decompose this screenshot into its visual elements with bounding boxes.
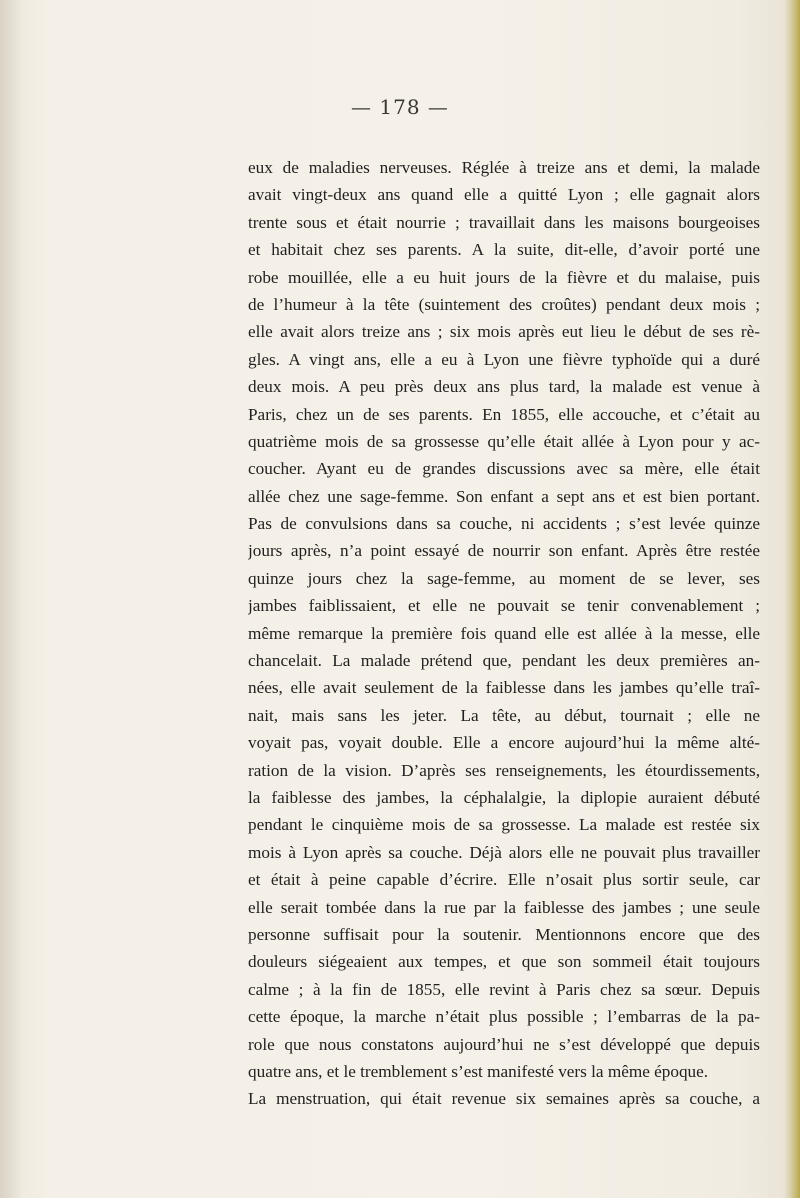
text-line: allée chez une sage-femme. Son enfant a sept ans et est bien portant. <box>248 486 760 506</box>
page-edge-discoloration <box>784 0 800 1198</box>
text-line: douleurs siégeaient aux tempes, et que son sommeil était toujours <box>248 952 760 972</box>
text-line: pendant le cinquième mois de sa grossesse. La malade est restée six <box>248 815 760 835</box>
text-line: Paris, chez un de ses parents. En 1855, elle accouche, et c’était au <box>248 404 760 424</box>
body-text <box>248 154 760 1113</box>
binding-gutter-shadow <box>0 0 22 1198</box>
text-line: avait vingt-deux ans quand elle a quitté Lyon ; elle gagnait alors <box>248 185 760 205</box>
text-line: role que nous constatons aujourd’hui ne s’est développé que depuis <box>248 1034 760 1054</box>
text-line: voyait pas, voyait double. Elle a encore aujourd’hui la même alté- <box>248 733 760 753</box>
text-line: jours après, n’a point essayé de nourrir son enfant. Après être restée <box>248 541 760 561</box>
text-line: nées, elle avait seulement de la faiblesse dans les jambes qu’elle traî- <box>248 678 760 698</box>
text-line: chancelait. La malade prétend que, pendant les deux premières an- <box>248 651 760 671</box>
text-line: Pas de convulsions dans sa couche, ni accidents ; s’est levée quinze <box>248 514 760 534</box>
text-line: elle avait alors treize ans ; six mois après eut lieu le début de ses rè- <box>248 322 760 342</box>
text-line: La menstruation, qui était revenue six semaines après sa couche, a <box>248 1089 760 1109</box>
text-line: et habitait chez ses parents. A la suite, dit-elle, d’avoir porté une <box>248 240 760 260</box>
text-line: gles. A vingt ans, elle a eu à Lyon une fièvre typhoïde qui a duré <box>248 349 760 369</box>
text-line: elle serait tombée dans la rue par la faiblesse des jambes ; une seule <box>248 897 760 917</box>
text-line: coucher. Ayant eu de grandes discussions avec sa mère, elle était <box>248 459 760 479</box>
text-line: deux mois. A peu près deux ans plus tard, la malade est venue à <box>248 377 760 397</box>
text-line: ration de la vision. D’après ses renseignements, les étourdissements, <box>248 760 760 780</box>
text-line: quatre ans, et le tremblement s’est manifesté vers la même époque. <box>248 1061 709 1081</box>
text-line: robe mouillée, elle a eu huit jours de la fièvre et du malaise, puis <box>248 267 760 287</box>
text-line: trente sous et était nourrie ; travaillait dans les maisons bourgeoises <box>248 212 760 232</box>
text-line: nait, mais sans les jeter. La tête, au début, tournait ; elle ne <box>248 705 760 725</box>
text-line: mois à Lyon après sa couche. Déjà alors elle ne pouvait plus travailler <box>248 842 760 862</box>
text-line: quatrième mois de sa grossesse qu’elle était allée à Lyon pour y ac- <box>248 431 760 451</box>
text-line: personne suffisait pour la soutenir. Mentionnons encore que des <box>248 924 760 944</box>
text-line: de l’humeur à la tête (suintement des croûtes) pendant deux mois ; <box>248 294 760 314</box>
page-number: — 178 — <box>351 95 449 119</box>
text-line: eux de maladies nerveuses. Réglée à treize ans et demi, la malade <box>248 158 760 177</box>
text-line: et était à peine capable d’écrire. Elle n’osait plus sortir seule, car <box>248 870 760 890</box>
text-line: calme ; à la fin de 1855, elle revint à Paris chez sa sœur. Depuis <box>248 979 760 999</box>
text-line: cette époque, la marche n’était plus possible ; l’embarras de la pa- <box>248 1007 760 1027</box>
text-line: quinze jours chez la sage-femme, au moment de se lever, ses <box>248 568 760 588</box>
text-line: jambes faiblissaient, et elle ne pouvait se tenir convenablement ; <box>248 596 760 616</box>
text-line: même remarque la première fois quand elle est allée à la messe, elle <box>248 623 760 643</box>
text-line: la faiblesse des jambes, la céphalalgie, la diplopie auraient débuté <box>248 787 760 807</box>
